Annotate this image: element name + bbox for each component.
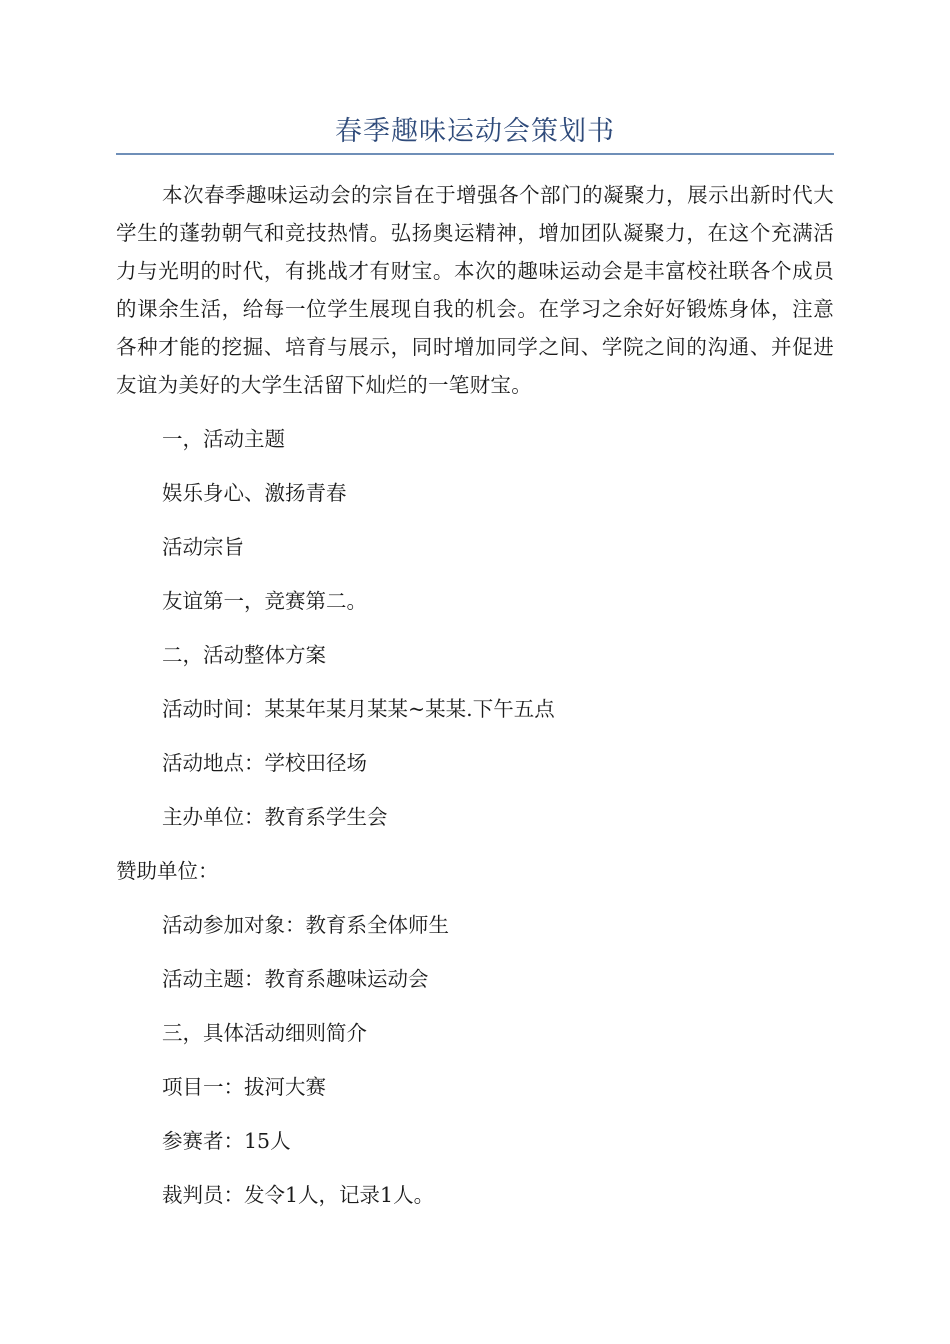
event-one-players: 参赛者：15人 bbox=[162, 1129, 291, 1153]
event-one: 项目一：拔河大赛 bbox=[162, 1075, 326, 1099]
event-one-referees: 裁判员：发令1人，记录1人。 bbox=[162, 1183, 435, 1207]
purpose-text: 友谊第一，竞赛第二。 bbox=[162, 589, 367, 613]
document-title: 春季趣味运动会策划书 bbox=[335, 116, 615, 147]
theme-text: 娱乐身心、激扬青春 bbox=[162, 481, 347, 505]
purpose-heading: 活动宗旨 bbox=[162, 535, 244, 559]
section-heading-theme: 一，活动主题 bbox=[162, 427, 285, 451]
intro-paragraph: 本次春季趣味运动会的宗旨在于增强各个部门的凝聚力，展示出新时代大学生的蓬勃朝气和竞技热情。弘扬奥运精神，增加团队凝聚力，在这个充满活力与光明的时代，有挑战才有财宝。本次的趣味运动会是丰富校社联各个成员的课余生活，给每一位学生展现自我的机会。在学习之余好好锻炼身体，注意各种才能的挖掘、培育与展示，同时增加同学之间、学院之间的沟通、并促进友谊为美好的大学生活留下灿烂的一笔财宝。 bbox=[116, 183, 834, 397]
activity-location: 活动地点：学校田径场 bbox=[162, 751, 367, 775]
section-heading-plan: 二，活动整体方案 bbox=[162, 643, 326, 667]
section-heading-details: 三，具体活动细则简介 bbox=[162, 1021, 367, 1045]
activity-theme: 活动主题：教育系趣味运动会 bbox=[162, 967, 429, 991]
sponsor: 赞助单位： bbox=[116, 859, 219, 883]
title-underline bbox=[116, 153, 834, 155]
activity-time: 活动时间：某某年某月某某~某某.下午五点 bbox=[162, 697, 555, 721]
organizer: 主办单位：教育系学生会 bbox=[162, 805, 388, 829]
participants: 活动参加对象：教育系全体师生 bbox=[162, 913, 449, 937]
